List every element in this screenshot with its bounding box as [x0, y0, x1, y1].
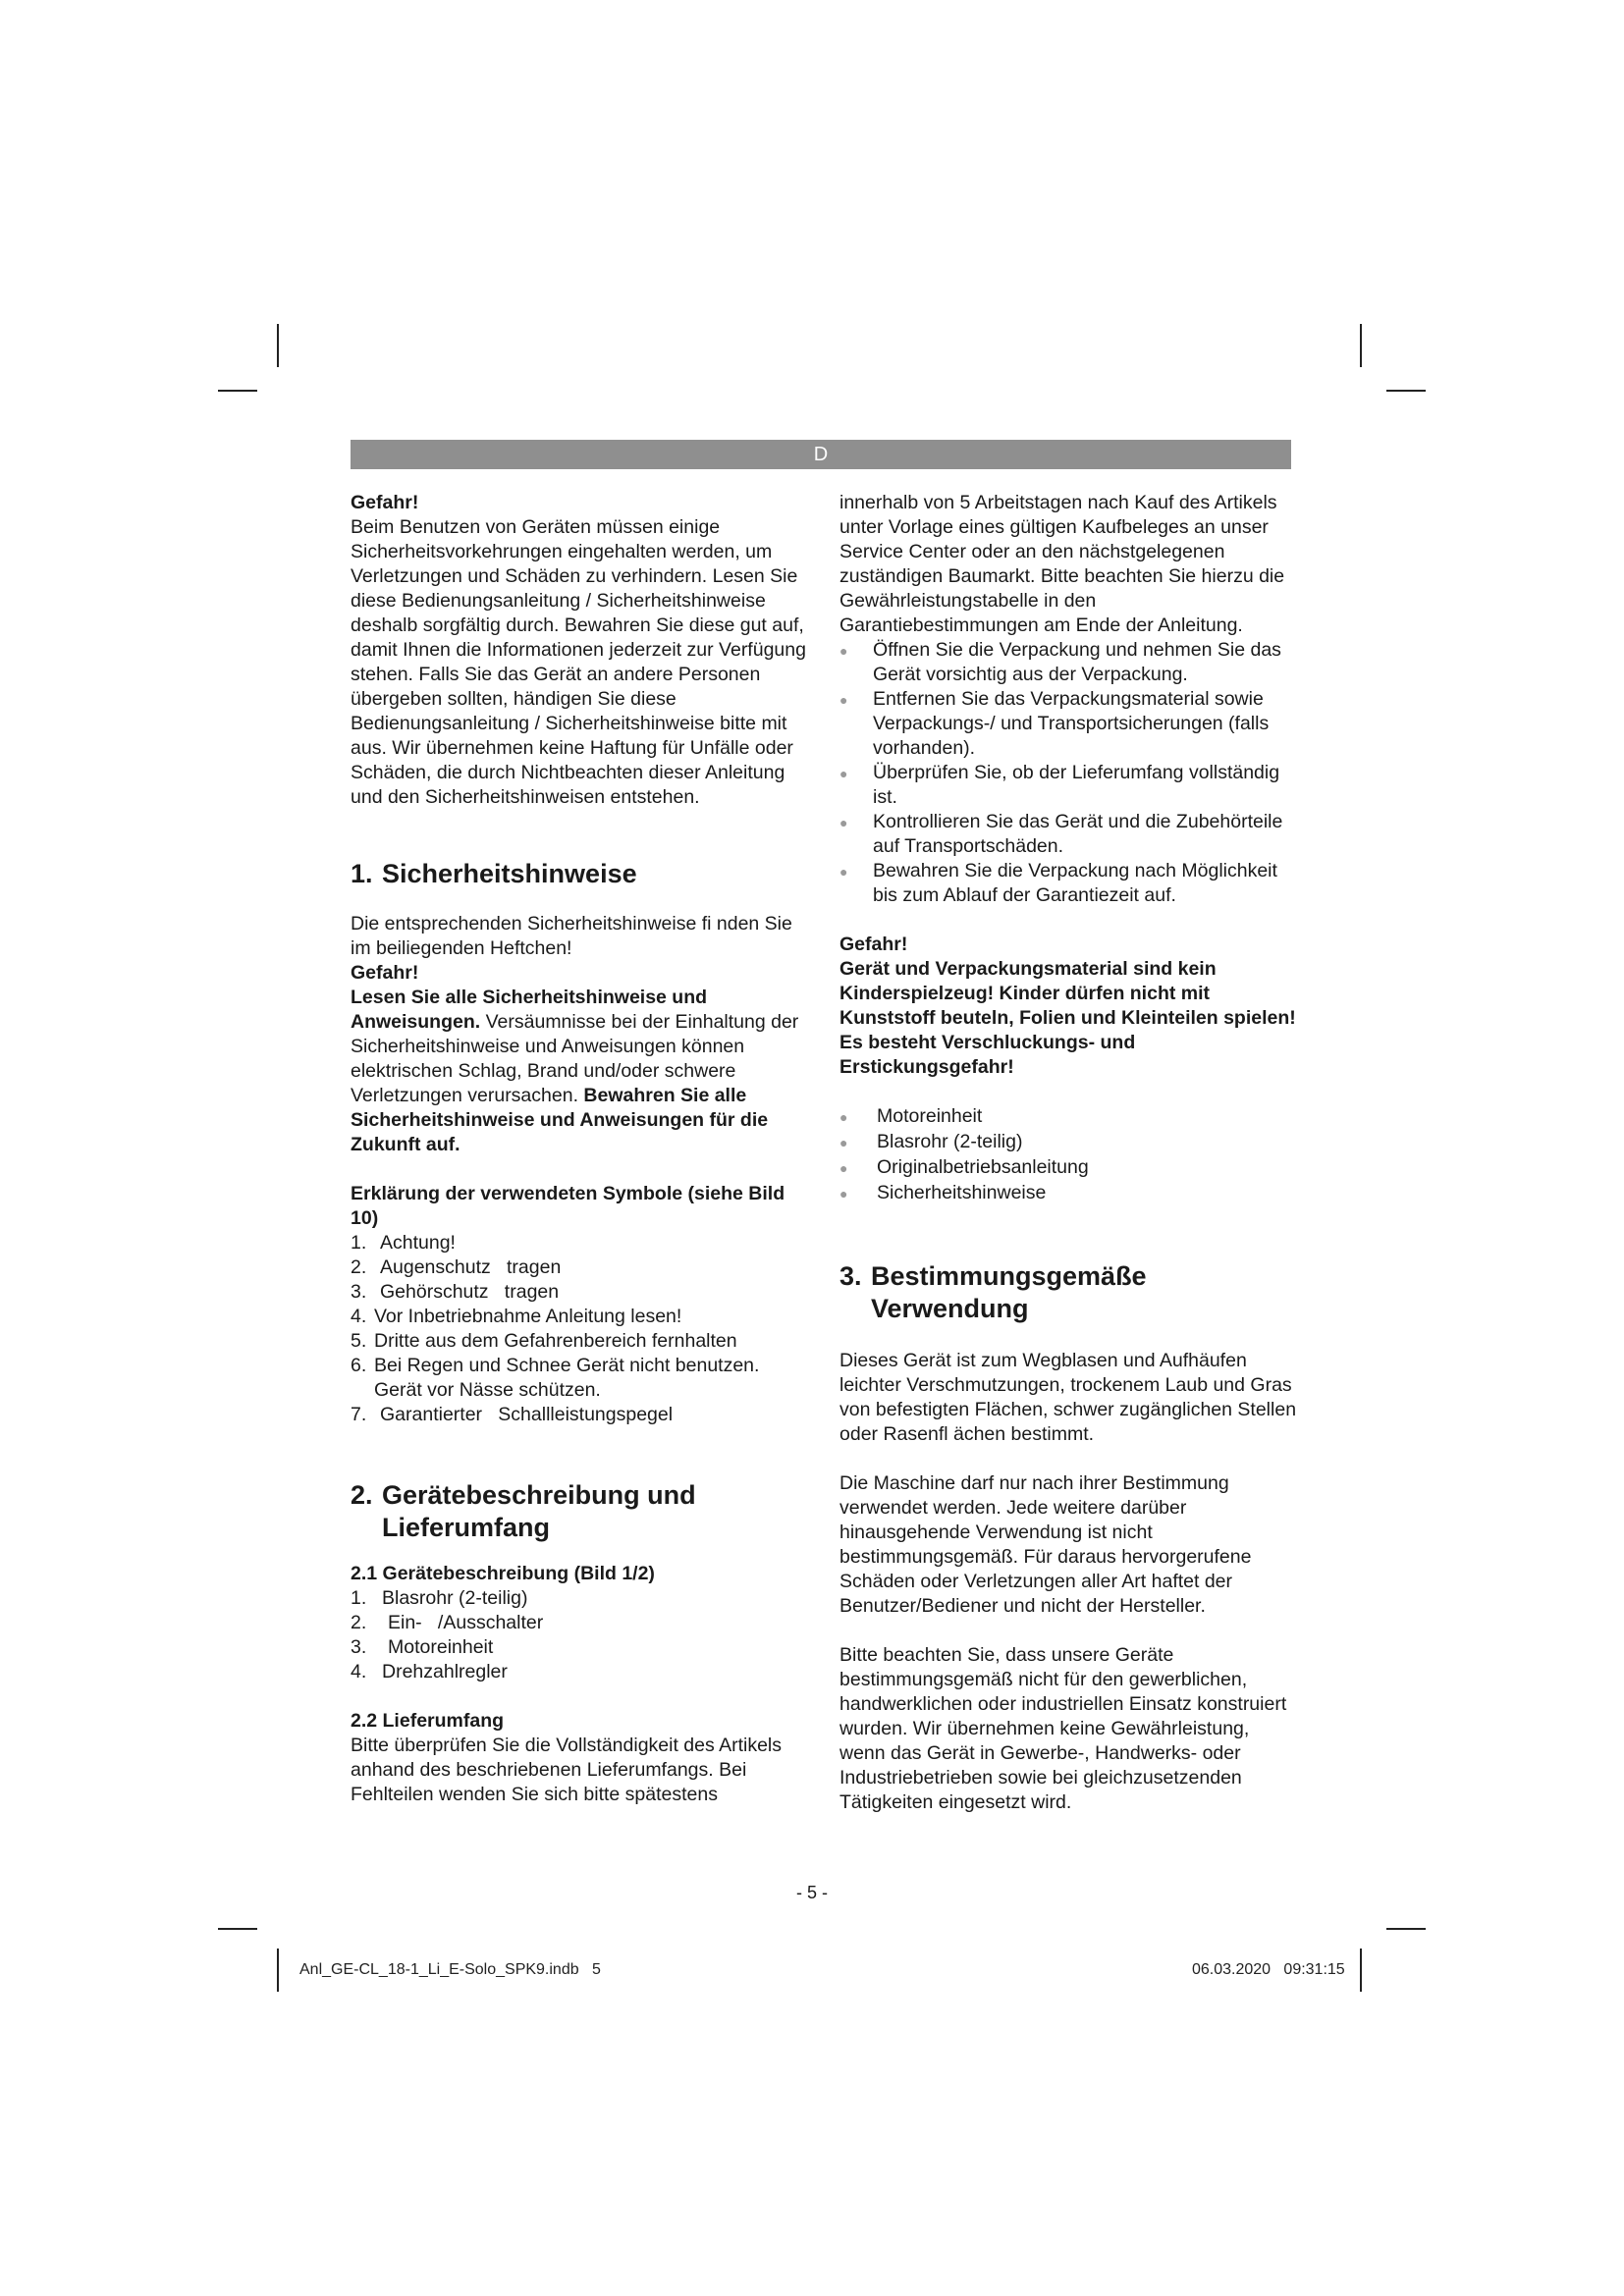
section2-2-text: Bitte überprüfen Sie die Vollständigkeit des Artikels anhand des beschriebenen Lieferumfangs. Bei Fehlteilen wenden Sie sich bitte spätestens: [351, 1735, 783, 1805]
list-item: ● Öffnen Sie die Verpackung und nehmen Sie das Gerät vorsichtig aus der Verpackung.: [839, 639, 1281, 685]
list-item: 2. Augenschutz tragen: [351, 1256, 562, 1278]
symbols-list: [351, 1231, 808, 1427]
crop-mark: [277, 1949, 279, 1992]
list-item: 2. Ein- /Ausschalter: [351, 1612, 544, 1633]
footer-timestamp: 06.03.2020 09:31:15: [1192, 1961, 1345, 1978]
section2-1-title: 2.1 Gerätebeschreibung (Bild 1/2): [351, 1563, 655, 1584]
section1-heading: 1. Sicherheitshinweise: [351, 859, 637, 888]
list-item: 6. Bei Regen und Schnee Gerät nicht benutzen. Gerät vor Nässe schützen.: [351, 1355, 760, 1401]
list-item: ● Kontrollieren Sie das Gerät und die Zubehörteile auf Transportschäden.: [839, 811, 1283, 857]
list-item: 4. Vor Inbetriebnahme Anleitung lesen!: [351, 1306, 682, 1327]
list-item: ● Originalbetriebsanleitung: [839, 1155, 1297, 1181]
bullet-icon: ●: [839, 1135, 848, 1150]
section-letter: D: [813, 444, 829, 465]
bullet-icon: ●: [839, 1109, 848, 1125]
packaging-warning-text: Gerät und Verpackungsmaterial sind kein Kinderspielzeug! Kinder dürfen nicht mit Kunststoff beuteln, Folien und Kleinteilen spielen! Es besteht Verschluckungs- und Erstickungsgefahr!: [839, 958, 1296, 1078]
crop-mark: [1386, 390, 1426, 392]
section-header-bar: [351, 440, 1291, 469]
list-item: ● Entfernen Sie das Verpackungsmaterial sowie Verpackungs-/ und Transportsicherungen (falls vorhanden).: [839, 688, 1270, 759]
list-item: 4. Drehzahlregler: [351, 1661, 508, 1682]
crop-mark: [1360, 324, 1362, 367]
contents-list: [839, 1104, 1297, 1206]
symbols-title: Erklärung der verwendeten Symbole (siehe Bild 10): [351, 1183, 785, 1229]
crop-mark: [277, 324, 279, 367]
intro-warning-text: Beim Benutzen von Geräten müssen einige Sicherheitsvorkehrungen eingehalten werden, um Verletzungen und Schäden zu verhindern. Lesen Sie diese Bedienungsanleitung / Sicherheitshinweise deshalb sorgfältig durch. Bewahren Sie diese gut auf, damit Ihnen die Informationen jederzeit zur Verfügung stehen. Falls Sie das Gerät an andere Personen übergeben sollten, händigen Sie diese Bedienungsanleitung / Sicherheitshinweise bitte mit aus. Wir übernehmen keine Haftung für Unfälle oder Schäden, die durch Nichtbeachten dieser Anleitung und den Sicherheitshinweisen entstehen.: [351, 516, 806, 808]
section2-heading: 2. Gerätebeschreibung und Lieferumfang: [351, 1480, 696, 1542]
list-item: ● Bewahren Sie die Verpackung nach Möglichkeit bis zum Ablauf der Garantiezeit auf.: [839, 860, 1277, 906]
bullet-icon: ●: [839, 864, 848, 880]
continued-text: innerhalb von 5 Arbeitstagen nach Kauf des Artikels unter Vorlage eines gültigen Kaufbeleges an unser Service Center oder an den nächstgelegenen zuständigen Baumarkt. Bitte beachten Sie hierzu die Gewährleistungstabelle in den Garantiebestimmungen am Ende der Anleitung.: [839, 492, 1285, 636]
right-column: [839, 491, 1297, 1815]
parts-list: [351, 1586, 808, 1684]
list-item: 3. Motoreinheit: [351, 1636, 494, 1658]
crop-mark: [1360, 1949, 1362, 1992]
section3-heading: 3. Bestimmungsgemäße Verwendung: [839, 1261, 1147, 1323]
crop-mark: [1386, 1928, 1426, 1930]
packaging-warning-title: Gefahr!: [839, 934, 908, 955]
list-item: 1. Achtung!: [351, 1232, 456, 1254]
crop-mark: [218, 390, 257, 392]
list-item: 3. Gehörschutz tragen: [351, 1281, 560, 1303]
section2-2-title: 2.2 Lieferumfang: [351, 1710, 505, 1732]
section1-intro: Die entsprechenden Sicherheitshinweise fi nden Sie im beiliegenden Heftchen!: [351, 913, 792, 959]
crop-mark: [218, 1928, 257, 1930]
list-item: ● Motoreinheit: [839, 1104, 1297, 1130]
bullet-icon: ●: [839, 692, 848, 708]
list-item: 1. Blasrohr (2-teilig): [351, 1587, 528, 1609]
section3-paragraph-1: Dieses Gerät ist zum Wegblasen und Aufhäufen leichter Verschmutzungen, trockenem Laub und Gras von befestigten Flächen, schwer zugänglichen Stellen oder Rasenfl ächen bestimmt.: [839, 1350, 1297, 1445]
section1-warning-title: Gefahr!: [351, 962, 419, 984]
bullet-icon: ●: [839, 1186, 848, 1201]
page-number: - 5 -: [795, 1883, 828, 1902]
section3-paragraph-3: Bitte beachten Sie, dass unsere Geräte bestimmungsgemäß nicht für den gewerblichen, handwerklichen oder industriellen Einsatz konstruiert wurden. Wir übernehmen keine Gewährleistung, wenn das Gerät in Gewerbe-, Handwerks- oder Industriebetrieben sowie bei gleichzusetzenden Tätigkeiten eingesetzt wird.: [839, 1644, 1287, 1813]
section1-warning: Lesen Sie alle Sicherheitshinweise und Anweisungen. Versäumnisse bei der Einhaltung der Sicherheitshinweise und Anweisungen können elektrischen Schlag, Brand und/oder schwere Verletzungen verursachen. Bewahren Sie alle Sicherheitshinweise und Anweisungen für die Zukunft auf.: [351, 987, 799, 1155]
bullet-icon: ●: [839, 1160, 848, 1176]
list-item: ● Überprüfen Sie, ob der Lieferumfang vollständig ist.: [839, 762, 1280, 808]
list-item: ● Blasrohr (2-teilig): [839, 1130, 1297, 1155]
left-column: [351, 491, 808, 1807]
footer-filename: Anl_GE-CL_18-1_Li_E-Solo_SPK9.indb 5: [299, 1961, 601, 1978]
unpacking-steps: [839, 638, 1297, 908]
intro-warning-title: Gefahr!: [351, 492, 419, 513]
bullet-icon: ●: [839, 815, 848, 830]
bullet-icon: ●: [839, 643, 848, 659]
list-item: 5. Dritte aus dem Gefahrenbereich fernhalten: [351, 1330, 737, 1352]
section3-paragraph-2: Die Maschine darf nur nach ihrer Bestimmung verwendet werden. Jede weitere darüber hinausgehende Verwendung ist nicht bestimmungsgemäß. Für daraus hervorgerufene Schäden oder Verletzungen aller Art haftet der Benutzer/Bediener und nicht der Hersteller.: [839, 1472, 1252, 1617]
bullet-icon: ●: [839, 766, 848, 781]
list-item: ● Sicherheitshinweise: [839, 1181, 1297, 1206]
list-item: 7. Garantierter Schallleistungspegel: [351, 1404, 674, 1425]
